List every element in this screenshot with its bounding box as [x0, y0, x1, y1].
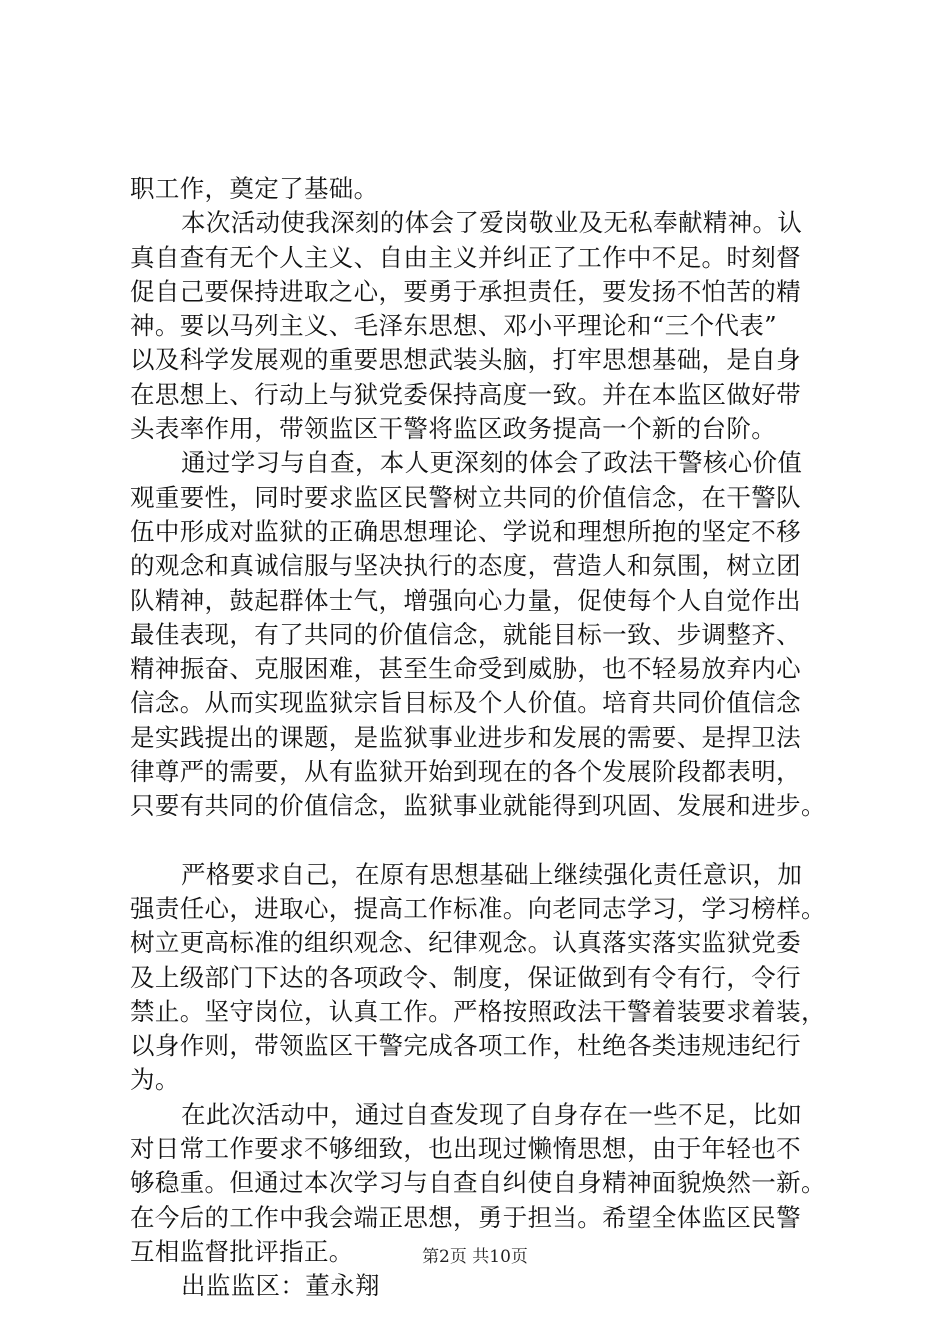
text-line: 是实践提出的课题，是监狱事业进步和发展的需要、是捍卫法 — [130, 722, 801, 752]
text-line: 职工作，奠定了基础。 — [130, 174, 379, 203]
text-line: 信念。从而实现监狱宗旨目标及个人价值。培育共同价值信念 — [130, 688, 801, 718]
text-line: 最佳表现，有了共同的价值信念，就能目标一致、步调整齐、 — [130, 619, 801, 649]
text-line: 为。 — [130, 1065, 180, 1095]
page-footer: 第2页 共10页 — [422, 1247, 528, 1267]
text-line: 律尊严的需要，从有监狱开始到现在的各个发展阶段都表明， — [130, 757, 801, 787]
text-line: 伍中形成对监狱的正确思想理论、学说和理想所抱的坚定不移 — [130, 516, 801, 546]
text-line: 只要有共同的价值信念，监狱事业就能得到巩固、发展和进步。 — [130, 791, 826, 821]
text-line: 精神振奋、克服困难，甚至生命受到威胁，也不轻易放弃内心 — [130, 654, 801, 684]
text-line: 禁止。坚守岗位，认真工作。严格按照政法干警着装要求着装， — [130, 996, 826, 1026]
text-line: 树立更高标准的组织观念、纪律观念。认真落实落实监狱党委 — [130, 928, 801, 958]
text-line: 在今后的工作中我会端正思想，勇于担当。希望全体监区民警 — [130, 1202, 801, 1232]
text-line: 以身作则，带领监区干警完成各项工作，杜绝各类违规违纪行 — [130, 1031, 801, 1061]
text-line: 出监监区：董永翔 — [181, 1271, 380, 1301]
text-line: 以及科学发展观的重要思想武装头脑，打牢思想基础，是自身 — [130, 345, 801, 375]
text-line: 通过学习与自查，本人更深刻的体会了政法干警核心价值 — [181, 448, 803, 478]
text-line: 在思想上、行动上与狱党委保持高度一致。并在本监区做好带 — [130, 379, 801, 409]
text-line: 互相监督批评指正。 — [130, 1236, 354, 1266]
text-line: 够稳重。但通过本次学习与自查自纠使自身精神面貌焕然一新。 — [130, 1168, 826, 1198]
text-line: 头表率作用，带领监区干警将监区政务提高一个新的台阶。 — [130, 414, 777, 444]
text-line: 对日常工作要求不够细致，也出现过懒惰思想，由于年轻也不 — [130, 1134, 801, 1164]
text-line: 及上级部门下达的各项政令、制度，保证做到有令有行，令行 — [130, 962, 801, 992]
blank-line — [130, 824, 830, 858]
text-line: 真自查有无个人主义、自由主义并纠正了工作中不足。时刻督 — [130, 242, 801, 272]
text-line: 强责任心，进取心，提高工作标准。向老同志学习，学习榜样。 — [130, 893, 826, 923]
text-line: 队精神，鼓起群体士气，增强向心力量，促使每个人自觉作出 — [130, 585, 801, 615]
text-line: 本次活动使我深刻的体会了爱岗敬业及无私奉献精神。认 — [181, 208, 803, 238]
text-line: 严格要求自己，在原有思想基础上继续强化责任意识，加 — [181, 859, 803, 889]
text-line: 观重要性，同时要求监区民警树立共同的价值信念，在干警队 — [130, 482, 801, 512]
text-line: 在此次活动中，通过自查发现了自身存在一些不足，比如 — [181, 1099, 803, 1129]
document-body — [130, 172, 830, 1304]
text-line: 促自己要保持进取之心，要勇于承担责任，要发扬不怕苦的精 — [130, 276, 801, 306]
text-line: 神。要以马列主义、毛泽东思想、邓小平理论和“三个代表” — [130, 311, 777, 341]
text-line: 的观念和真诚信服与坚决执行的态度，营造人和氛围，树立团 — [130, 551, 801, 581]
